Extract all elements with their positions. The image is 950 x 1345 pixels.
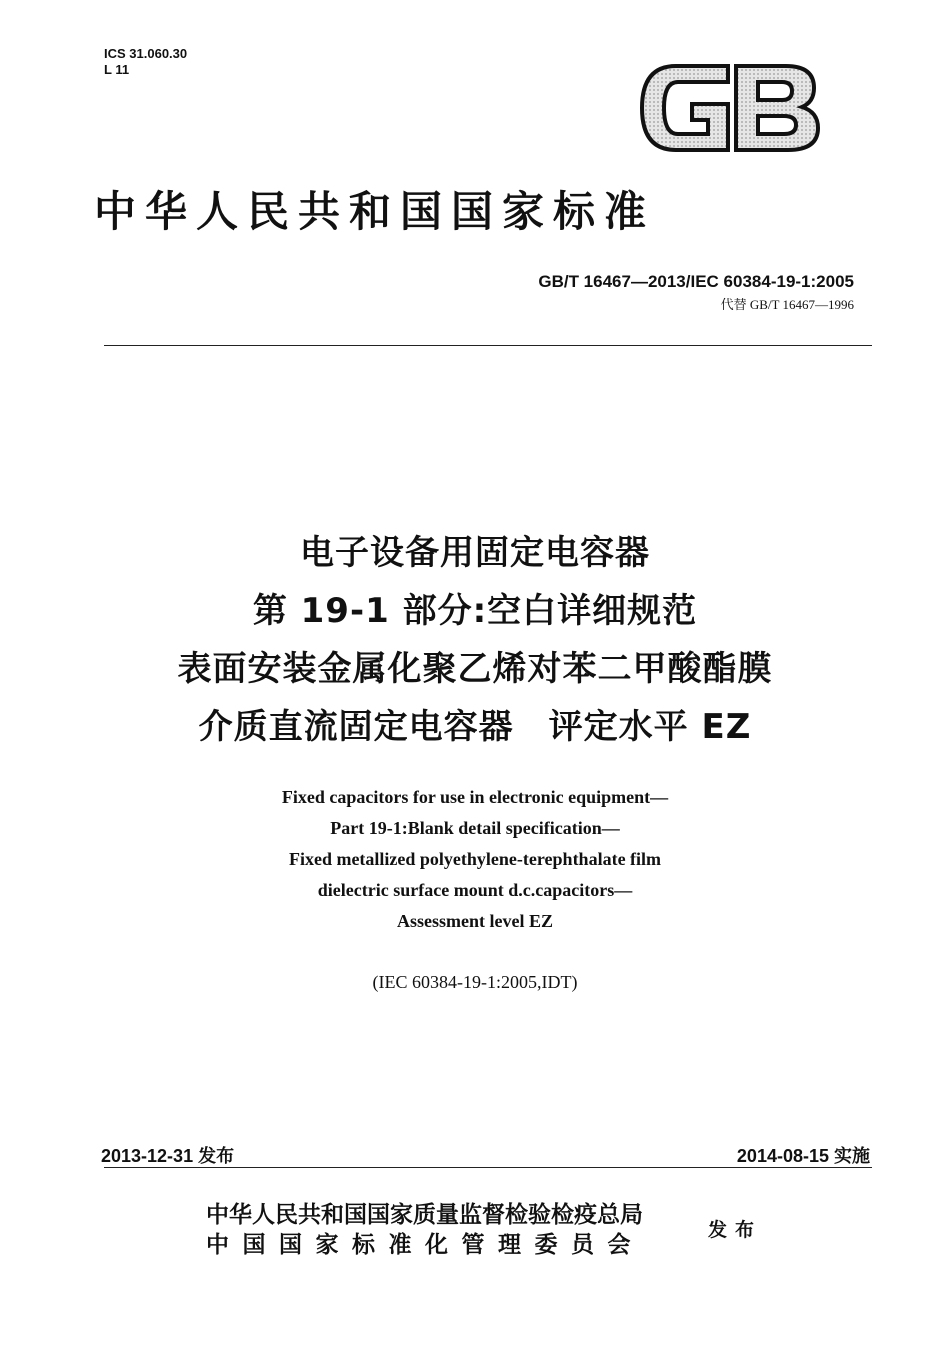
standard-number: GB/T 16467—2013/IEC 60384-19-1:2005 xyxy=(538,272,854,291)
header-divider xyxy=(104,345,872,346)
issuing-authorities xyxy=(206,1200,644,1260)
chinese-title-line: 第 19-1 部分:空白详细规范 xyxy=(252,591,698,631)
english-title-line: Assessment level EZ xyxy=(397,911,553,931)
issuer-aqsiq: 中华人民共和国国家质量监督检验检疫总局 xyxy=(206,1201,643,1228)
footer-divider xyxy=(104,1167,872,1168)
ics-code: ICS 31.060.30 xyxy=(104,46,188,61)
chinese-title-line: 表面安装金属化聚乙烯对苯二甲酸酯膜 xyxy=(177,649,773,689)
chinese-title-line: 介质直流固定电容器 评定水平 EZ xyxy=(198,707,752,747)
english-title-line: Fixed capacitors for use in electronic equipment— xyxy=(281,787,669,807)
english-title xyxy=(0,782,950,937)
identical-standard-note: (IEC 60384-19-1:2005,IDT) xyxy=(372,972,578,992)
ccs-code: L 11 xyxy=(104,62,130,77)
issue-date: 2013-12-31 发布 xyxy=(101,1146,235,1166)
english-title-line: Part 19-1:Blank detail specification— xyxy=(330,818,620,838)
chinese-title-line: 电子设备用固定电容器 xyxy=(300,533,650,573)
replaces-standard: 代替 GB/T 16467—1996 xyxy=(720,297,854,312)
issuing-body-title: 中华人民共和国国家标准 xyxy=(94,187,656,236)
english-title-line: dielectric surface mount d.c.capacitors— xyxy=(317,880,633,900)
publish-label: 发布 xyxy=(708,1219,763,1241)
implementation-date: 2014-08-15 实施 xyxy=(736,1146,870,1166)
issuer-sac: 中国国家标准化管理委员会 xyxy=(206,1231,644,1258)
gb-logo xyxy=(636,60,822,156)
chinese-title xyxy=(0,524,950,756)
english-title-line: Fixed metallized polyethylene-terephthalate film xyxy=(288,849,662,869)
classification-codes xyxy=(104,46,187,78)
